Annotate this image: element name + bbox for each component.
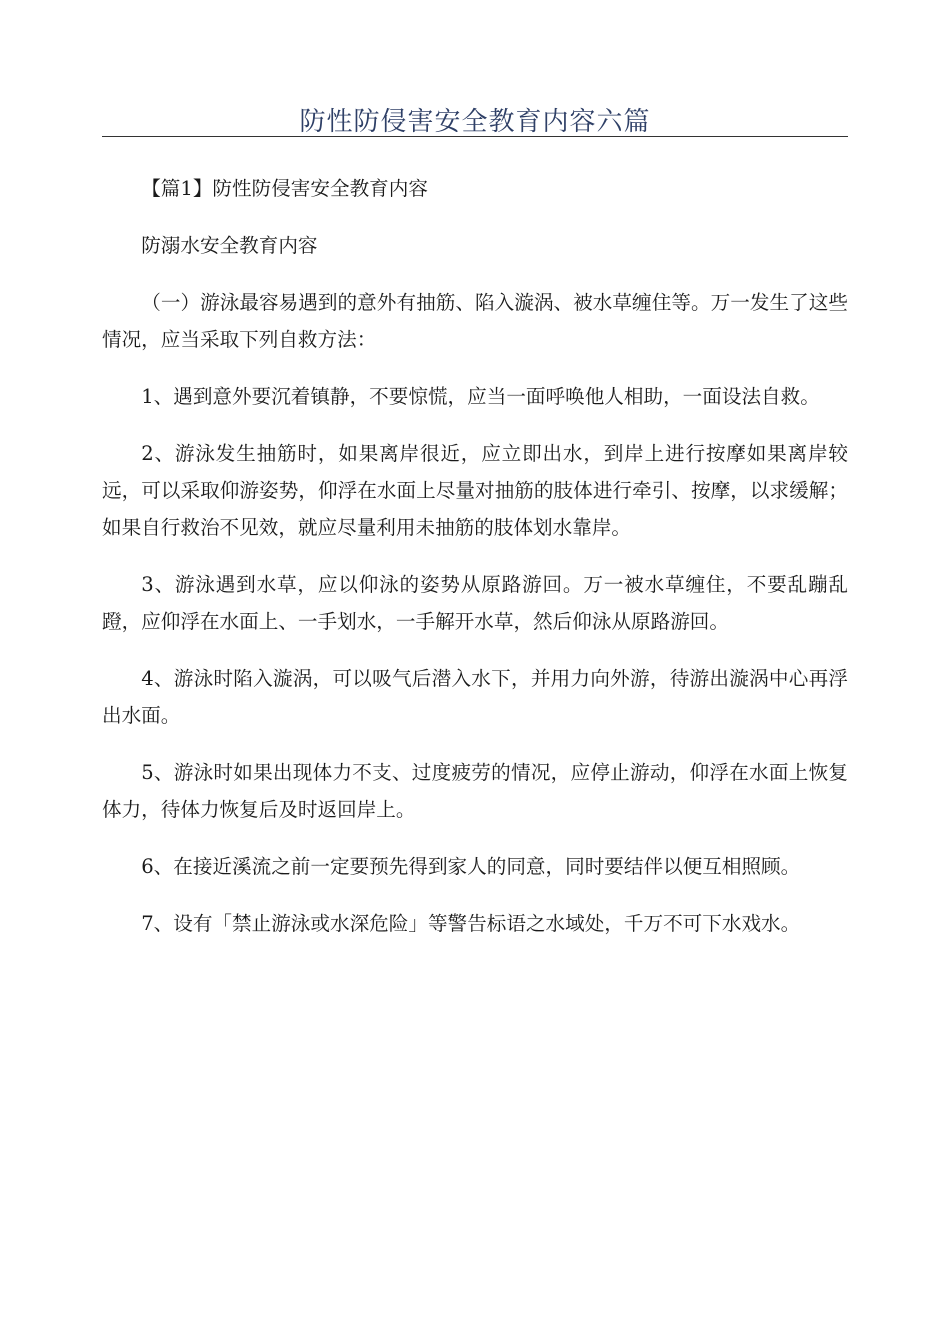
paragraph: 3、游泳遇到水草，应以仰泳的姿势从原路游回。万一被水草缠住，不要乱蹦乱蹬，应仰浮在水面上、一手划水，一手解开水草，然后仰泳从原路游回。 bbox=[102, 573, 848, 633]
paragraph: 5、游泳时如果出现体力不支、过度疲劳的情况，应停止游动，仰浮在水面上恢复体力，待体力恢复后及时返回岸上。 bbox=[102, 761, 848, 821]
paragraph: 1、遇到意外要沉着镇静，不要惊慌，应当一面呼唤他人相助，一面设法自救。 bbox=[141, 385, 820, 408]
document-body bbox=[102, 170, 848, 962]
title-divider bbox=[102, 136, 848, 137]
paragraph: 4、游泳时陷入漩涡，可以吸气后潜入水下，并用力向外游，待游出漩涡中心再浮出水面。 bbox=[102, 667, 848, 727]
paragraph: 7、设有「禁止游泳或水深危险」等警告标语之水域处，千万不可下水戏水。 bbox=[141, 912, 801, 935]
paragraph: 6、在接近溪流之前一定要预先得到家人的同意，同时要结伴以便互相照顾。 bbox=[141, 855, 801, 878]
subsection-heading: 防溺水安全教育内容 bbox=[141, 234, 318, 257]
paragraph: （一）游泳最容易遇到的意外有抽筋、陷入漩涡、被水草缠住等。万一发生了这些情况，应当采取下列自救方法： bbox=[102, 291, 848, 351]
paragraph: 2、游泳发生抽筋时，如果离岸很近，应立即出水，到岸上进行按摩如果离岸较远，可以采取仰游姿势，仰浮在水面上尽量对抽筋的肢体进行牵引、按摩，以求缓解；如果自行救治不见效，就应尽量利用未抽筋的肢体划水靠岸。 bbox=[102, 442, 848, 539]
document-title: 防性防侵害安全教育内容六篇 bbox=[299, 107, 651, 137]
section-heading: 【篇1】防性防侵害安全教育内容 bbox=[141, 177, 428, 200]
